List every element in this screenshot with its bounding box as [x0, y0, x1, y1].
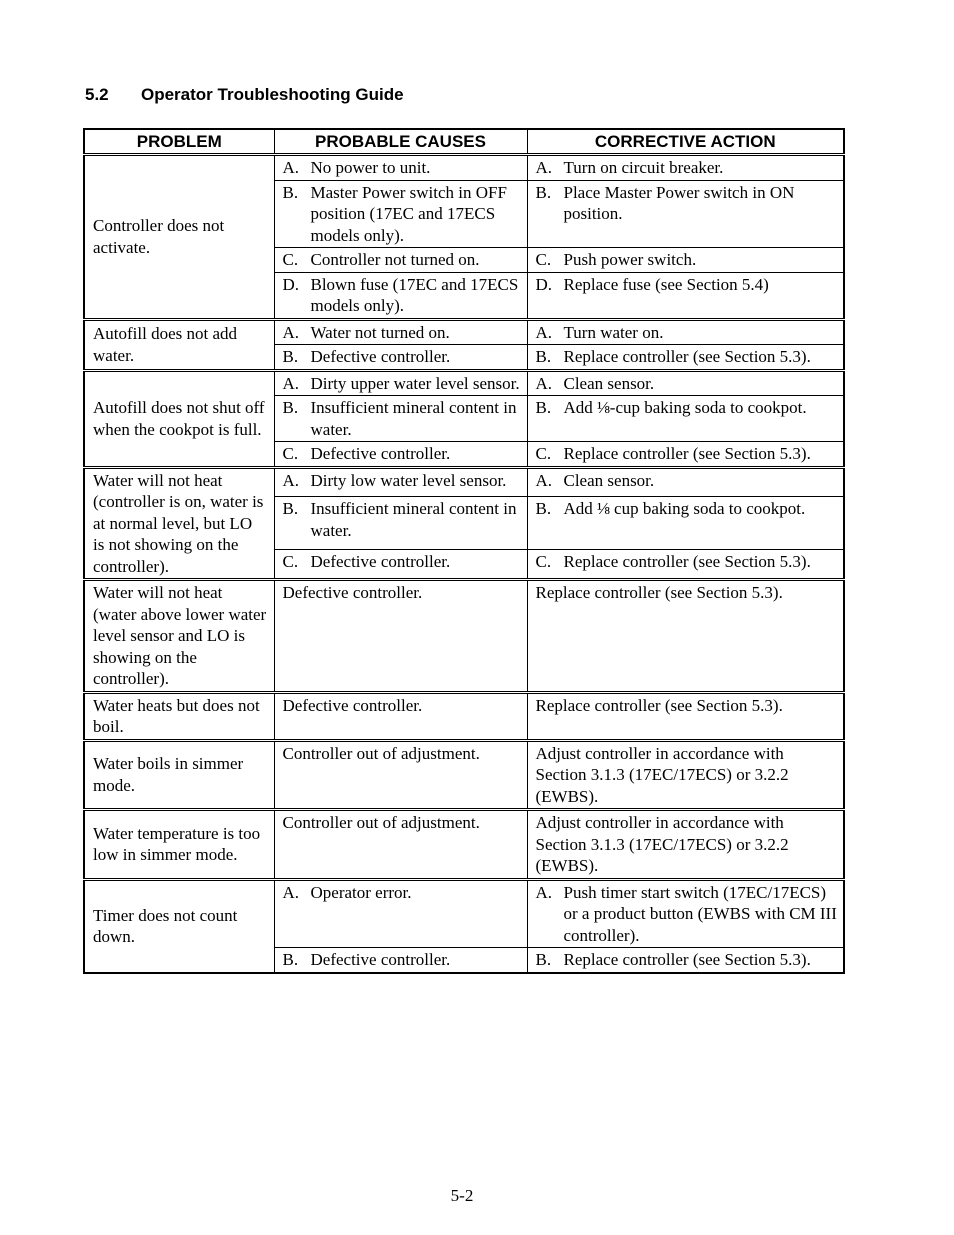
cause-cell: [274, 497, 527, 550]
table-row: [84, 580, 844, 693]
cause-item: [283, 695, 521, 717]
problem-cell: Water will not heat (controller is on, water is at normal level, but LO is not showing on the controller).: [84, 467, 274, 580]
action-item: [536, 695, 838, 717]
cause-text: Master Power switch in OFF position (17EC and 17ECS models only).: [310, 182, 507, 245]
cause-cell: [274, 442, 527, 468]
action-item: [536, 443, 838, 465]
problem-cell: Autofill does not shut off when the cookpot is full.: [84, 370, 274, 467]
action-item: [536, 498, 838, 520]
cause-cell: [274, 248, 527, 273]
cause-cell: [274, 345, 527, 371]
cause-text: Defective controller.: [310, 444, 451, 463]
action-letter: C.: [535, 444, 552, 463]
table-row: [84, 879, 844, 948]
action-text: Clean sensor.: [563, 470, 655, 490]
cause-letter: C.: [282, 552, 299, 572]
action-letter: C.: [535, 250, 552, 269]
header-probable-causes: PROBABLE CAUSES: [274, 129, 527, 155]
action-letter: B.: [535, 182, 552, 202]
cause-letter: A.: [282, 882, 300, 902]
header-corrective-action: CORRECTIVE ACTION: [527, 129, 844, 155]
problem-group: [84, 879, 844, 973]
action-text: Replace controller (see Section 5.3).: [563, 444, 811, 463]
action-letter: A.: [535, 322, 553, 342]
cause-item: [283, 249, 521, 271]
action-item: [536, 182, 838, 225]
cause-item: [283, 274, 521, 317]
action-cell: [527, 248, 844, 273]
cause-cell: [274, 180, 527, 248]
problem-cell: Water will not heat (water above lower water level sensor and LO is showing on the controller).: [84, 580, 274, 693]
action-cell: [527, 550, 844, 580]
problem-cell: Autofill does not add water.: [84, 319, 274, 370]
cause-cell: [274, 319, 527, 345]
action-item: [536, 582, 838, 604]
problem-group: [84, 155, 844, 320]
section-number: 5.2: [85, 85, 109, 104]
action-text: Replace controller (see Section 5.3).: [535, 583, 783, 602]
cause-cell: [274, 550, 527, 580]
action-cell: [527, 319, 844, 345]
table-row: [84, 370, 844, 396]
problem-cell: Water heats but does not boil.: [84, 692, 274, 740]
problem-cell: Water temperature is too low in simmer mode.: [84, 810, 274, 880]
problem-group: [84, 580, 844, 693]
header-problem: PROBLEM: [84, 129, 274, 155]
cause-item: [283, 322, 521, 344]
action-text: Adjust controller in accordance with Section 3.1.3 (17EC/17ECS) or 3.2.2 (EWBS).: [535, 743, 789, 806]
action-cell: [527, 740, 844, 810]
table-row: [84, 155, 844, 181]
problem-group: [84, 319, 844, 370]
cause-text: Dirty upper water level sensor.: [310, 373, 520, 393]
action-text: Replace controller (see Section 5.3).: [563, 950, 811, 969]
cause-cell: [274, 740, 527, 810]
problem-cell: Controller does not activate.: [84, 155, 274, 320]
cause-item: [283, 470, 521, 492]
cause-item: [283, 743, 521, 765]
cause-text: Operator error.: [310, 882, 412, 902]
action-cell: [527, 580, 844, 693]
action-item: [536, 274, 838, 296]
cause-item: [283, 582, 521, 604]
problem-group: [84, 692, 844, 740]
action-cell: [527, 272, 844, 319]
action-letter: A.: [535, 470, 553, 490]
cause-text: Insufficient mineral content in water.: [310, 398, 517, 439]
cause-item: [283, 812, 521, 834]
table-row: [84, 740, 844, 810]
cause-cell: [274, 692, 527, 740]
action-cell: [527, 345, 844, 371]
cause-cell: [274, 879, 527, 948]
cause-cell: [274, 810, 527, 880]
cause-text: No power to unit.: [310, 158, 431, 177]
action-item: [536, 397, 838, 419]
action-cell: [527, 497, 844, 550]
cause-text: Defective controller.: [282, 695, 423, 715]
action-text: Push timer start switch (17EC/17ECS) or a product button (EWBS with CM III controller).: [563, 882, 837, 945]
cause-letter: B.: [282, 398, 299, 417]
action-text: Push power switch.: [563, 250, 697, 269]
cause-letter: D.: [282, 274, 300, 294]
action-text: Add ⅛-cup baking soda to cookpot.: [563, 398, 807, 417]
problem-group: [84, 810, 844, 880]
problem-cell: Water boils in simmer mode.: [84, 740, 274, 810]
cause-letter: B.: [282, 182, 299, 202]
cause-text: Water not turned on.: [310, 322, 450, 342]
cause-text: Controller out of adjustment.: [282, 743, 480, 763]
cause-letter: C.: [282, 444, 299, 463]
action-letter: A.: [535, 373, 553, 393]
table-row: [84, 692, 844, 740]
cause-text: Dirty low water level sensor.: [310, 470, 507, 490]
cause-letter: A.: [282, 322, 300, 342]
cause-item: [283, 346, 521, 368]
action-cell: [527, 467, 844, 497]
cause-item: [283, 373, 521, 395]
cause-item: [283, 882, 521, 904]
header-row: [84, 129, 844, 155]
cause-cell: [274, 948, 527, 973]
cause-text: Defective controller.: [310, 950, 451, 969]
action-cell: [527, 396, 844, 442]
cause-item: [283, 498, 521, 541]
cause-text: Defective controller.: [310, 347, 451, 366]
action-cell: [527, 810, 844, 880]
action-text: Replace controller (see Section 5.3).: [563, 347, 811, 366]
action-item: [536, 812, 838, 877]
cause-text: Blown fuse (17EC and 17ECS models only).: [310, 274, 519, 315]
table-row: [84, 467, 844, 497]
cause-letter: A.: [282, 470, 300, 490]
cause-cell: [274, 272, 527, 319]
troubleshooting-table: [83, 128, 845, 974]
cause-text: Defective controller.: [310, 552, 451, 572]
action-item: [536, 743, 838, 808]
action-text: Turn on circuit breaker.: [563, 158, 724, 177]
action-letter: B.: [535, 347, 552, 366]
action-item: [536, 882, 838, 947]
cause-letter: C.: [282, 250, 299, 269]
action-cell: [527, 155, 844, 181]
cause-cell: [274, 580, 527, 693]
action-cell: [527, 180, 844, 248]
cause-item: [283, 949, 521, 971]
action-text: Replace controller (see Section 5.3).: [535, 695, 783, 715]
table-row: [84, 319, 844, 345]
cause-cell: [274, 396, 527, 442]
action-cell: [527, 692, 844, 740]
action-text: Clean sensor.: [563, 373, 655, 393]
cause-cell: [274, 155, 527, 181]
action-item: [536, 322, 838, 344]
action-item: [536, 551, 838, 573]
page-number: 5-2: [450, 1186, 474, 1205]
action-item: [536, 346, 838, 368]
table-header: [84, 129, 844, 155]
cause-item: [283, 397, 521, 440]
action-text: Adjust controller in accordance with Section 3.1.3 (17EC/17ECS) or 3.2.2 (EWBS).: [535, 813, 789, 875]
action-cell: [527, 442, 844, 468]
action-item: [536, 157, 838, 179]
action-cell: [527, 948, 844, 973]
action-text: Replace fuse (see Section 5.4): [563, 274, 769, 294]
action-letter: B.: [535, 950, 552, 969]
action-letter: B.: [535, 499, 552, 519]
cause-cell: [274, 467, 527, 497]
cause-letter: B.: [282, 950, 299, 969]
cause-letter: A.: [282, 158, 300, 177]
action-cell: [527, 370, 844, 396]
cause-letter: A.: [282, 373, 300, 393]
action-letter: C.: [535, 552, 552, 572]
section-title: Operator Troubleshooting Guide: [141, 85, 404, 104]
cause-cell: [274, 370, 527, 396]
section-heading: [85, 85, 404, 105]
action-letter: D.: [535, 274, 553, 294]
problem-group: [84, 467, 844, 580]
action-letter: A.: [535, 158, 553, 177]
cause-item: [283, 157, 521, 179]
action-cell: [527, 879, 844, 948]
action-text: Turn water on.: [563, 322, 664, 342]
cause-item: [283, 182, 521, 247]
action-letter: A.: [535, 882, 553, 902]
action-letter: B.: [535, 398, 552, 417]
cause-item: [283, 443, 521, 465]
action-text: Place Master Power switch in ON position.: [563, 182, 795, 223]
action-item: [536, 373, 838, 395]
cause-text: Defective controller.: [282, 583, 423, 602]
cause-letter: B.: [282, 347, 299, 366]
cause-item: [283, 551, 521, 573]
cause-text: Controller out of adjustment.: [282, 813, 480, 832]
table-row: [84, 810, 844, 880]
cause-letter: B.: [282, 499, 299, 519]
action-text: Add ⅛ cup baking soda to cookpot.: [563, 499, 806, 519]
action-item: [536, 949, 838, 971]
action-item: [536, 470, 838, 492]
action-item: [536, 249, 838, 271]
cause-text: Insufficient mineral content in water.: [310, 499, 517, 540]
problem-cell: Timer does not count down.: [84, 879, 274, 973]
action-text: Replace controller (see Section 5.3).: [563, 552, 811, 572]
problem-group: [84, 370, 844, 467]
cause-text: Controller not turned on.: [310, 250, 480, 269]
problem-group: [84, 740, 844, 810]
